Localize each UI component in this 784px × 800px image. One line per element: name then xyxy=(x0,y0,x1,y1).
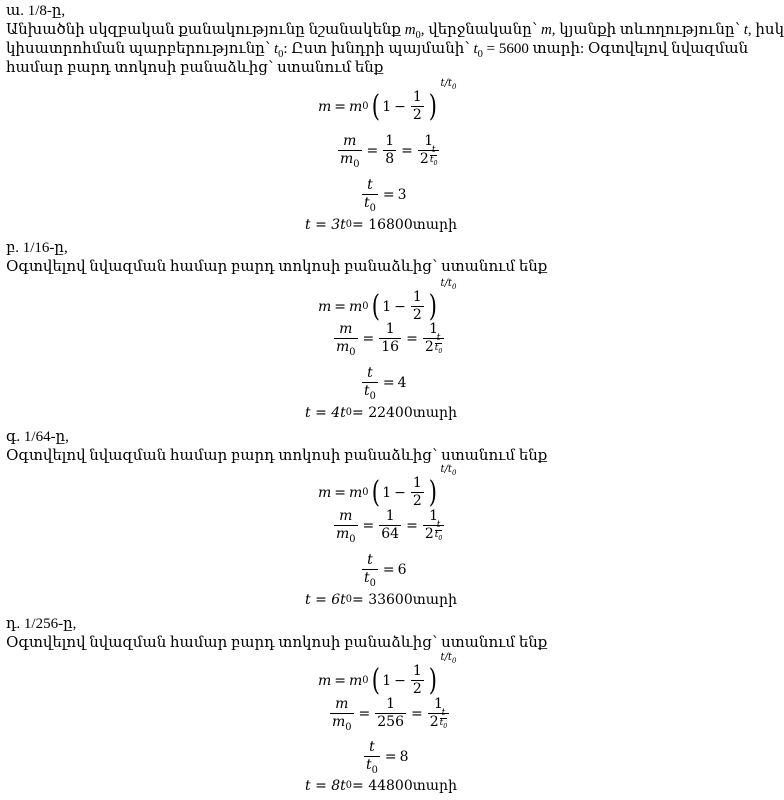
formula-exponent-b: $\frac{t}{t_0}$ = 4 xyxy=(364,365,407,402)
intro-line-3: համար բարդ տոկոսի բանաձևից՝ ստանում ենք xyxy=(6,60,384,76)
part-c-intro: Օգտվելով նվազման համար բարդ տոկոսի բանաձևից՝ ստանում ենք xyxy=(6,448,548,464)
formula-main-d: m = m 0 ( 1 − $\frac{1}{2}$ ) $t/t_0$ xyxy=(318,651,457,698)
formula-exponent-a: $\frac{t}{t_0}$ = 3 xyxy=(364,177,407,214)
formula-main-c: m = m 0 ( 1 − $\frac{1}{2}$ ) $t/t_0$ xyxy=(318,463,457,510)
formula-main-a: m = m 0 ( 1 − $\frac{1}{2}$ ) $t/t_0$ xyxy=(318,77,457,124)
formula-exponent-c: $\frac{t}{t_0}$ = 6 xyxy=(364,552,407,589)
formula-exponent-d: $\frac{t}{t_0}$ = 8 xyxy=(366,739,409,776)
part-d-label: դ. 1/256-ը, xyxy=(6,616,77,632)
formula-ratio-a: $\frac{m}{m_0}$ = $\frac{1}{8}$ = 1 2 t $t_0$ xyxy=(340,133,438,170)
formula-result-a: t = 3t 0 = 16800տարի xyxy=(305,217,457,233)
part-c-label: գ. 1/64-ը, xyxy=(6,429,69,445)
intro-line-1: Անխածնի սկզբական քանակությունը նշանակենք $m_0$, վերջնականը՝ m, կյանքի տևողությունը՝ t, իսկ xyxy=(6,22,784,41)
formula-ratio-d: $\frac{m}{m_0}$ = $\frac{1}{256}$ = 1 2 t $t_0$ xyxy=(332,696,448,733)
part-d-intro: Օգտվելով նվազման համար բարդ տոկոսի բանաձևից՝ ստանում ենք xyxy=(6,635,548,651)
part-b-intro: Օգտվելով նվազման համար բարդ տոկոսի բանաձևից՝ ստանում ենք xyxy=(6,259,548,275)
formula-main-b: m = m 0 ( 1 − $\frac{1}{2}$ ) $t/t_0$ xyxy=(318,277,457,324)
part-a-label: ա. 1/8-ը, xyxy=(6,3,66,19)
part-b-label: բ. 1/16-ը, xyxy=(6,240,68,256)
intro-line-2: կիսատրոհման պարբերությունը՝ $t_0$: Ըստ խնդրի պայմանի՝ $t_0 = 5600$ տարի: Օգտվելով նվազման xyxy=(6,41,749,60)
formula-result-d: t = 8t 0 = 44800տարի xyxy=(305,778,457,794)
formula-ratio-c: $\frac{m}{m_0}$ = $\frac{1}{64}$ = 1 2 t $t_0$ xyxy=(336,508,443,545)
formula-result-b: t = 4t 0 = 22400տարի xyxy=(305,405,457,421)
formula-result-c: t = 6t 0 = 33600տարի xyxy=(305,592,457,608)
formula-ratio-b: $\frac{m}{m_0}$ = $\frac{1}{16}$ = 1 2 t $t_0$ xyxy=(336,321,443,358)
